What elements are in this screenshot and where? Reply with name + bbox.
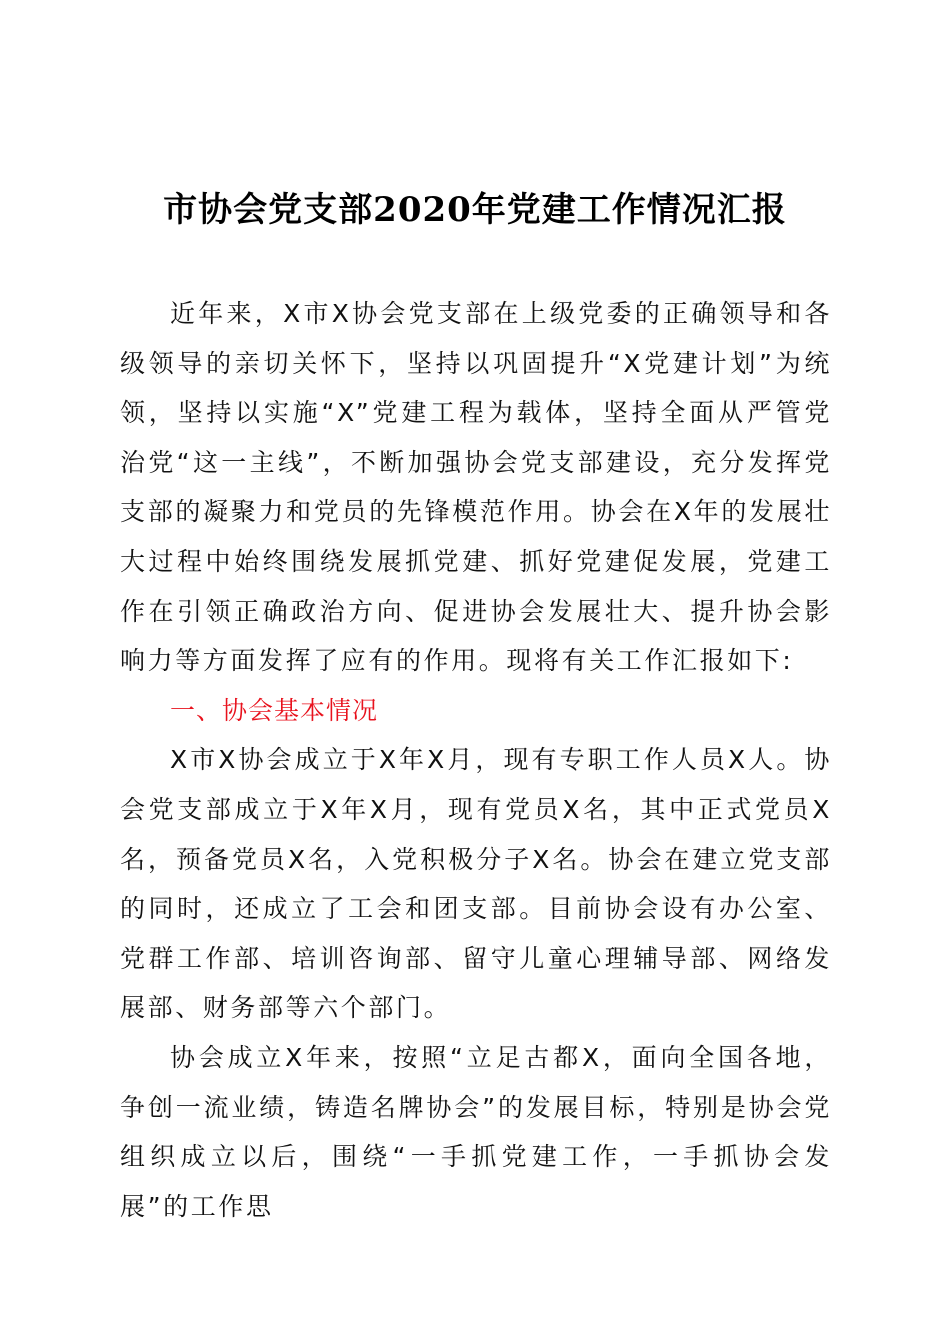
document-body xyxy=(120,289,832,1231)
intro-paragraph: 近年来，X市X协会党支部在上级党委的正确领导和各级领导的亲切关怀下，坚持以巩固提升“X党建计划”为统领，坚持以实施“X”党建工程为载体，坚持全面从严管党治党“这一主线”，不断加强协会党支部建设，充分发挥党支部的凝聚力和党员的先锋模范作用。协会在X年的发展壮大过程中始终围绕发展抓党建、抓好党建促发展，党建工作在引领正确政治方向、促进协会发展壮大、提升协会影响力等方面发挥了应有的作用。现将有关工作汇报如下: xyxy=(120,299,832,676)
section-paragraph-1: X市X协会成立于X年X月，现有专职工作人员X人。协会党支部成立于X年X月，现有党员X名，其中正式党员X名，预备党员X名，入党积极分子X名。协会在建立党支部的同时，还成立了工会和团支部。目前协会设有办公室、党群工作部、培训咨询部、留守儿童心理辅导部、网络发展部、财务部等六个部门。 xyxy=(120,745,832,1023)
section-heading: 一、协会基本情况 xyxy=(170,695,379,725)
section-paragraph-2: 协会成立X年来，按照“立足古都X，面向全国各地，争创一流业绩，铸造名牌协会”的发展目标，特别是协会党组织成立以后，围绕“一手抓党建工作，一手抓协会发展”的工作思 xyxy=(120,1042,832,1221)
document-title: 市协会党支部2020年党建工作情况汇报 xyxy=(163,190,787,230)
